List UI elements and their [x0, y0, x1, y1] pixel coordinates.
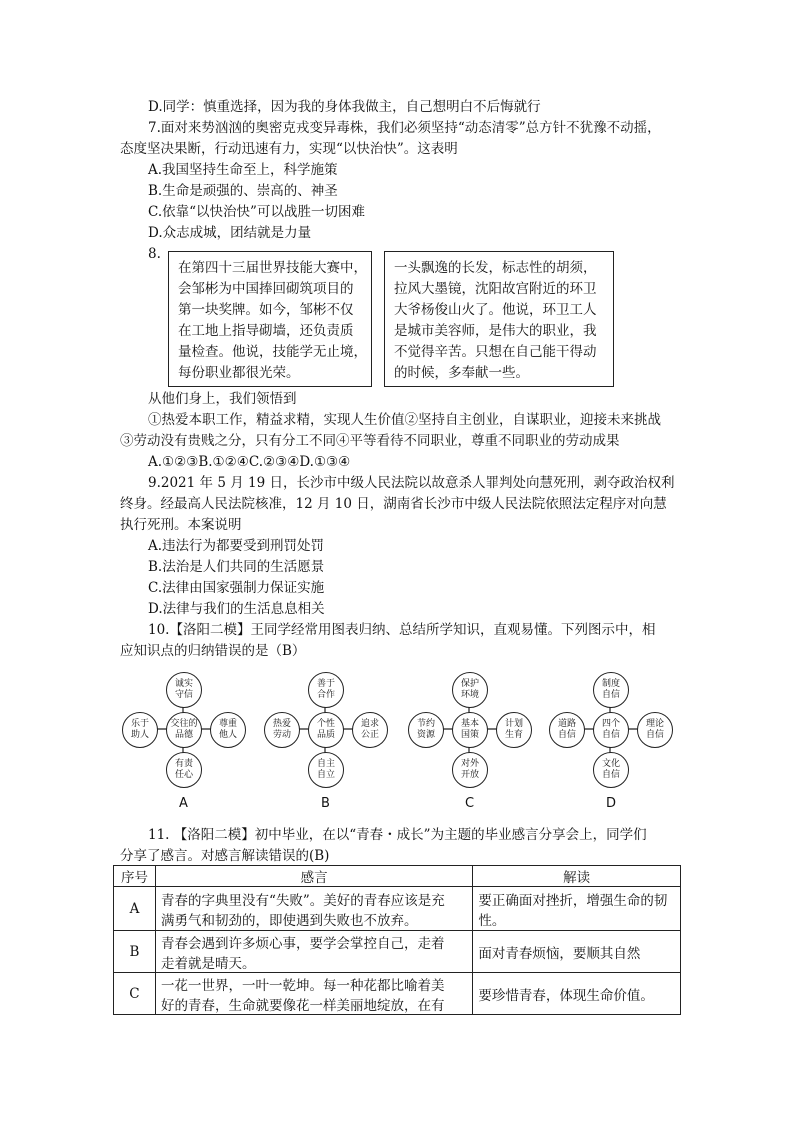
- table-row: [114, 887, 681, 931]
- diagram-c-node-bottom: 对外 开放: [452, 752, 488, 788]
- diagram-c: [396, 668, 556, 820]
- diagram-d-node-top: 制度 自信: [593, 672, 629, 708]
- table-row: [114, 973, 681, 1015]
- box1-line: 每份职业都很光荣。: [178, 365, 300, 381]
- row-quote: 青春的字典里没有“失败”。美好的青春应该是充 满勇气和韧劲的，即使遇到失败也不放弃。: [155, 887, 472, 931]
- diagram-a-node-left: 乐于 助人: [122, 712, 158, 748]
- row-quote: 一花一世界，一叶一乾坤。每一种花都比喻着美 好的青春，生命就要像花一样美丽地绽放，在有: [155, 973, 472, 1015]
- diagram-b: [252, 668, 412, 820]
- box1-line: 在工地上指导砌墙，还负责质: [178, 323, 354, 339]
- q10-stem-1: 10.【洛阳二模】王同学经常用图表归纳、总结所学知识，直观易懂。下列图示中，相: [148, 622, 656, 638]
- row-quote: 青春会遇到许多烦心事，要学会掌控自己，走着 走着就是晴天。: [155, 931, 472, 973]
- box2-line: 一头飘逸的长发，标志性的胡须，: [394, 260, 597, 276]
- q9-stem-1: 9.2021 年 5 月 19 日，长沙市中级人民法院以故意杀人罪判处向慧死刑，剥夺政治权利: [148, 475, 675, 491]
- q9-stem-2: 终身。经最高人民法院核准，12 月 10 日，湖南省长沙市中级人民法院依照法定程序对向慧: [120, 496, 667, 512]
- q9-option-a: A.违法行为都要受到刑罚处罚: [148, 538, 325, 554]
- diagram-c-label: C: [465, 796, 475, 811]
- diagram-d-node-right: 理论 自信: [637, 712, 673, 748]
- diagram-d: [537, 668, 697, 820]
- q7-option-c: C.依靠“以快治快”可以战胜一切困难: [148, 204, 365, 220]
- box1-line: 会邹彬为中国捧回砌筑项目的: [178, 281, 354, 297]
- q6-option-d: D.同学：慎重选择，因为我的身体我做主，自己想明白不后悔就行: [148, 99, 541, 115]
- q8-material-box-2: [384, 251, 614, 387]
- q11-stem-2: 分享了感言。对感言解读错误的(B): [120, 848, 330, 864]
- diagram-b-label: B: [321, 796, 330, 811]
- q7-stem-1: 7.面对来势汹汹的奥密克戎变异毒株，我们必须坚持“动态清零”总方针不犹豫不动摇，: [148, 120, 661, 136]
- row-note: 要正确面对挫折，增强生命的韧 性。: [473, 887, 681, 931]
- diagram-c-node-right: 计划 生育: [496, 712, 532, 748]
- row-id: A: [114, 887, 156, 931]
- diagram-b-node-right: 追求 公正: [352, 712, 388, 748]
- table-row: [114, 931, 681, 973]
- q7-stem-2: 态度坚决果断，行动迅速有力，实现“以快治快”。这表明: [120, 141, 458, 157]
- q9-option-d: D.法律与我们的生活息息相关: [148, 601, 325, 617]
- q9-stem-3: 执行死刑。本案说明: [120, 517, 242, 533]
- q8-statement-2: ③劳动没有贵贱之分，只有分工不同④平等看待不同职业，尊重不同职业的劳动成果: [120, 433, 620, 449]
- q9-option-c: C.法律由国家强制力保证实施: [148, 580, 325, 596]
- diagram-a: [110, 668, 270, 820]
- row-note: 要珍惜青春，体现生命价值。: [473, 973, 681, 1015]
- q8-options: A.①②③B.①②④C.②③④D.①③④: [148, 454, 351, 470]
- q11-table: [113, 865, 681, 1015]
- q8-prompt: 从他们身上，我们领悟到: [148, 391, 297, 407]
- diagram-a-node-top: 诚实 守信: [166, 672, 202, 708]
- box1-line: 量检查。他说，技能学无止境，: [178, 344, 367, 360]
- diagram-c-node-left: 节约 资源: [408, 712, 444, 748]
- diagram-d-node-left: 道路 自信: [549, 712, 585, 748]
- q11-stem-1: 11. 【洛阳二模】初中毕业，在以“青春・成长”为主题的毕业感言分享会上，同学们: [148, 827, 647, 843]
- diagram-a-label: A: [179, 796, 188, 811]
- box2-line: 的时候，多奉献一些。: [394, 365, 529, 381]
- q8-material-box-1: [168, 251, 372, 387]
- diagram-c-node-center: 基本 国策: [452, 712, 488, 748]
- box2-line: 是城市美容师，是伟大的职业，我: [394, 323, 597, 339]
- row-note: 面对青春烦恼，要顺其自然: [473, 931, 681, 973]
- diagram-d-node-center: 四个 自信: [593, 712, 629, 748]
- table-header-note: 解读: [473, 866, 681, 887]
- table-header-quote: 感言: [155, 866, 472, 887]
- diagram-a-node-center: 交往的 品德: [166, 712, 202, 748]
- diagram-b-node-bottom: 自主 自立: [308, 752, 344, 788]
- q9-option-b: B.法治是人们共同的生活愿景: [148, 559, 325, 575]
- q10-stem-2: 应知识点的归纳错误的是（B）: [120, 643, 306, 659]
- table-header-id: 序号: [114, 866, 156, 887]
- row-id: B: [114, 931, 156, 973]
- diagram-a-node-bottom: 有责 任心: [166, 752, 202, 788]
- diagram-b-node-left: 热爱 劳动: [264, 712, 300, 748]
- q7-option-d: D.众志成城，团结就是力量: [148, 225, 312, 241]
- box2-line: 大爷杨俊山火了。他说，环卫工人: [394, 302, 597, 318]
- box1-line: 在第四十三届世界技能大赛中，: [178, 260, 367, 276]
- diagram-b-node-center: 个性 品质: [308, 712, 344, 748]
- diagram-a-node-right: 尊重 他人: [210, 712, 246, 748]
- q8-number: 8.: [148, 246, 161, 262]
- q7-option-a: A.我国坚持生命至上，科学施策: [148, 162, 338, 178]
- box2-line: 不觉得辛苦。只想在自己能干得动: [394, 344, 597, 360]
- diagram-b-node-top: 善于 合作: [308, 672, 344, 708]
- diagram-d-node-bottom: 文化 自信: [593, 752, 629, 788]
- box2-line: 拉风大墨镜，沈阳故宫附近的环卫: [394, 281, 597, 297]
- row-id: C: [114, 973, 156, 1015]
- table-header-row: [114, 866, 681, 887]
- diagram-c-node-top: 保护 环境: [452, 672, 488, 708]
- diagram-d-label: D: [606, 796, 617, 811]
- q7-option-b: B.生命是顽强的、崇高的、神圣: [148, 183, 338, 199]
- box1-line: 第一块奖牌。如今，邹彬不仅: [178, 302, 354, 318]
- q8-statement-1: ①热爱本职工作，精益求精，实现人生价值②坚持自主创业，自谋职业，迎接未来挑战: [148, 412, 661, 428]
